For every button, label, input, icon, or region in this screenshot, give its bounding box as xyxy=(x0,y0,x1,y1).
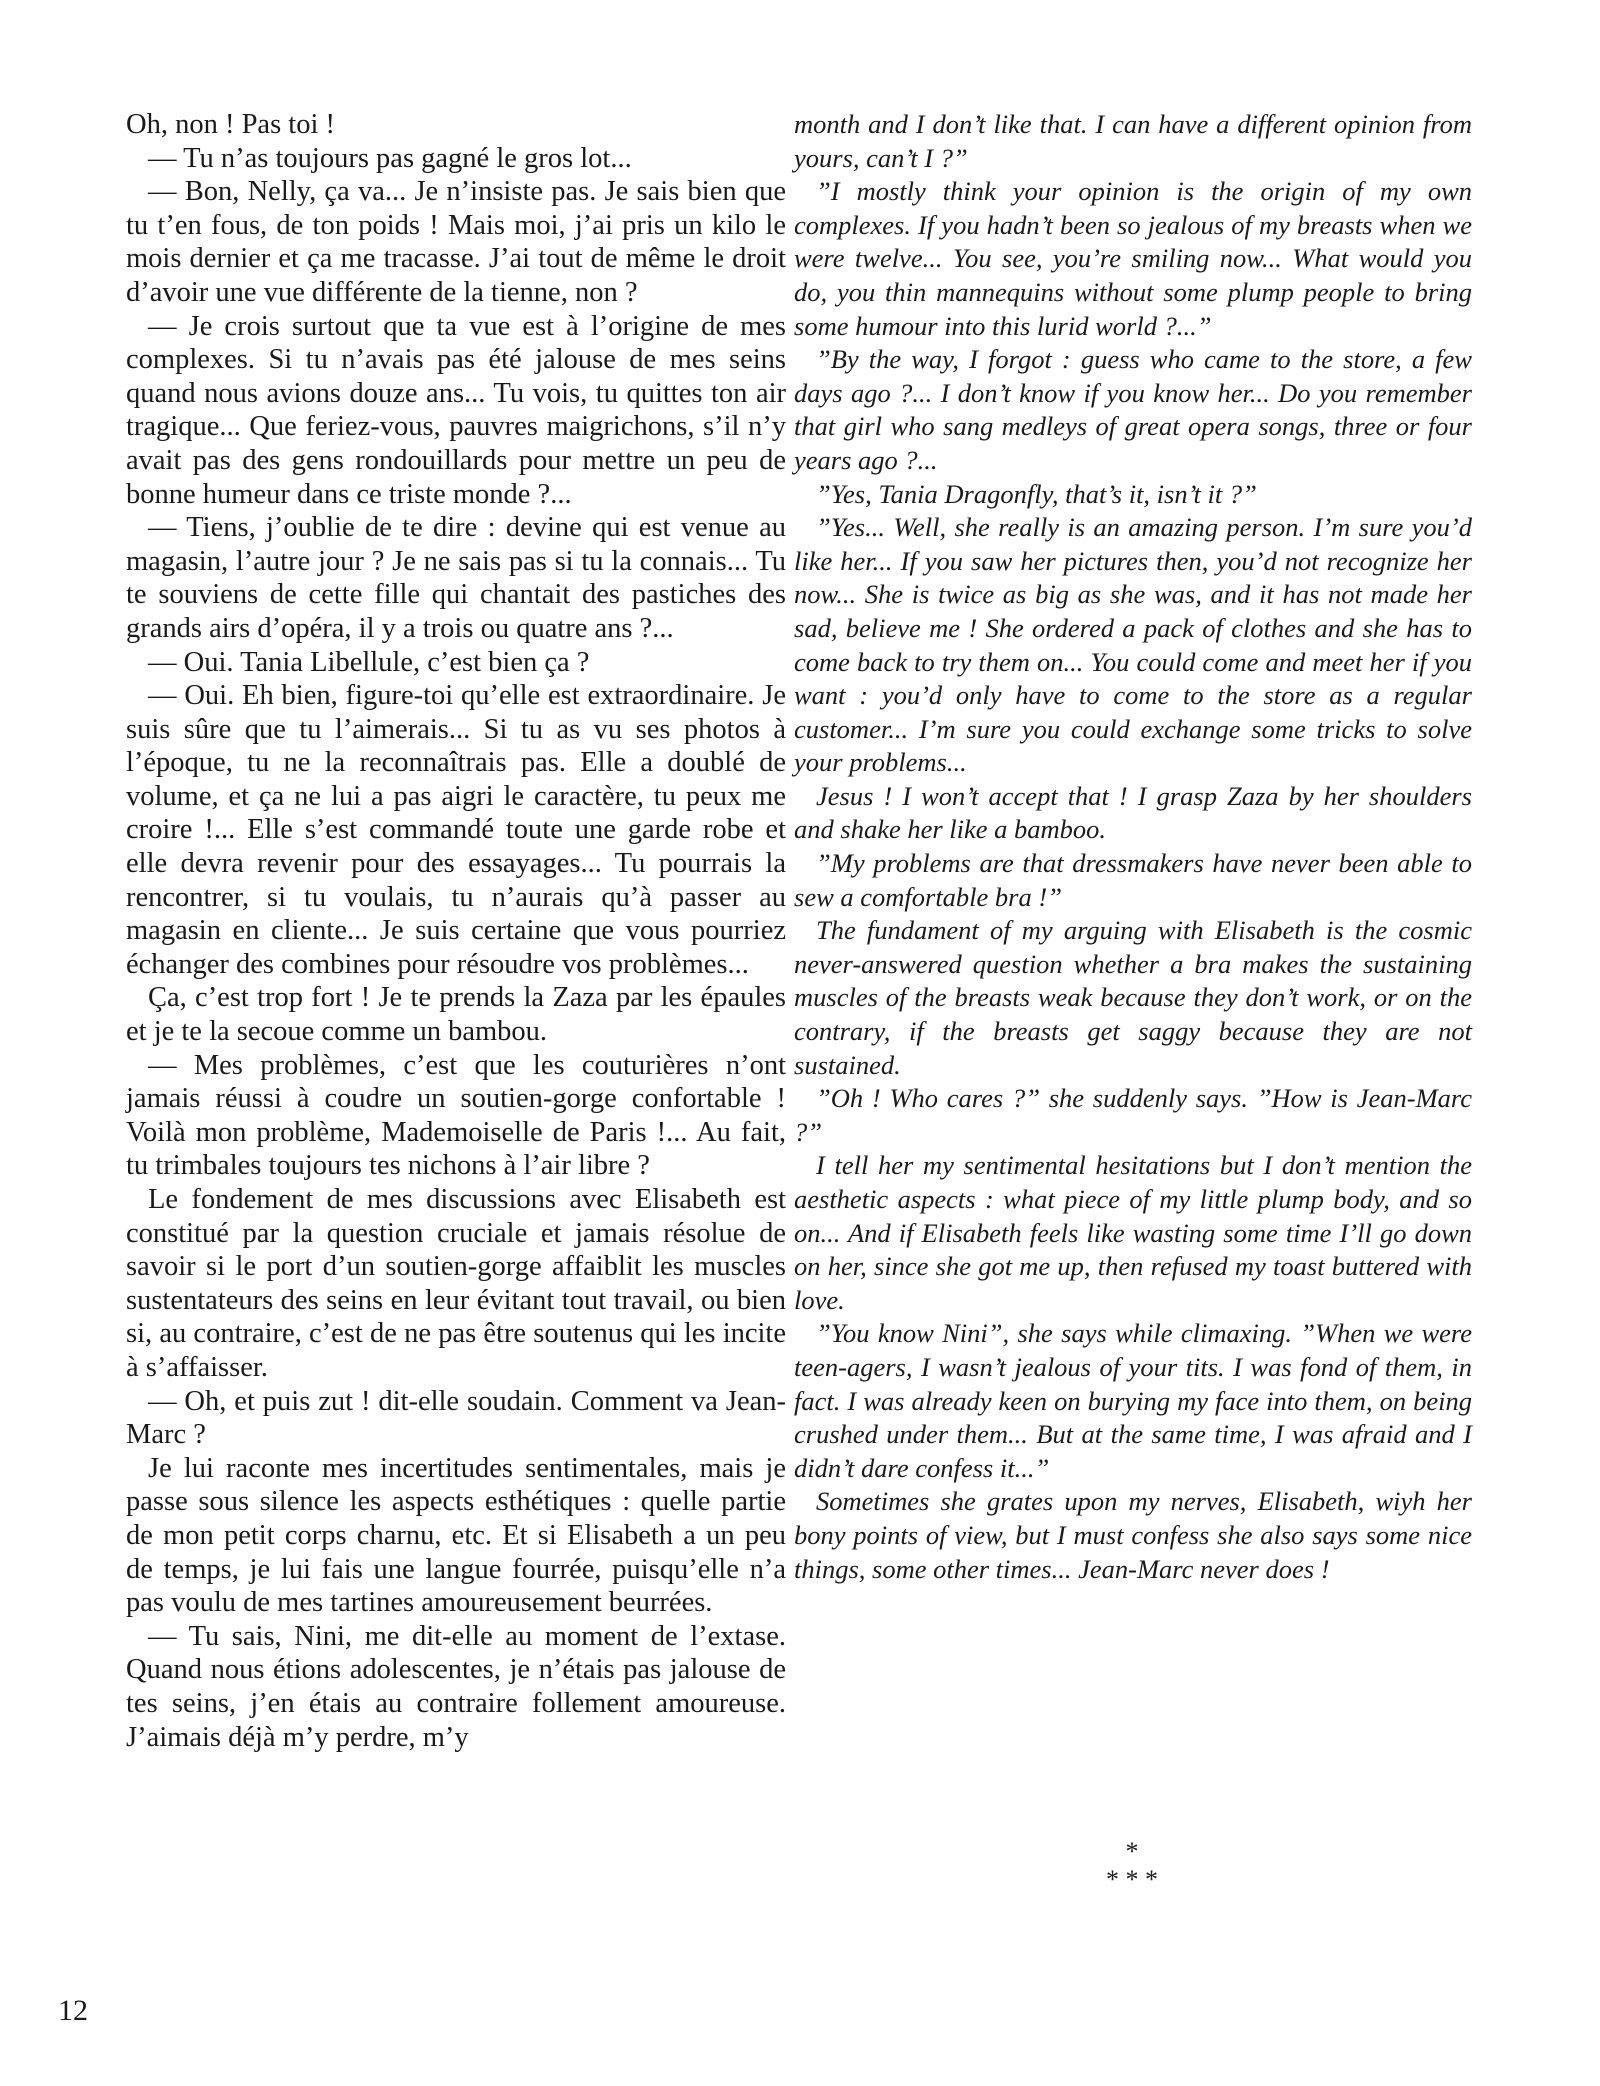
right-column-paragraph: ”By the way, I forgot : guess who came to the store, a few days ago ?... I don’t know if you know her... Do you remember that girl who sang medleys of great opera songs, three or four years ago ?... xyxy=(794,344,1472,475)
left-column-paragraph: — Mes problèmes, c’est que les couturières n’ont jamais réussi à coudre un soutien-gorge confortable ! Voilà mon problème, Mademoiselle de Paris !... Au fait, tu trimbales toujours tes nichons à l’air libre ? xyxy=(126,1049,786,1182)
right-column-paragraph: ”You know Nini”, she says while climaxing. ”When we were teen-agers, I wasn’t jealous of your tits. I was fond of them, in fact. I was already keen on burying my face into them, on being crushed under them... But at the same time, I was afraid and I didn’t dare confess it...” xyxy=(794,1318,1472,1483)
right-column-paragraph: ”Yes... Well, she really is an amazing person. I’m sure you’d like her... If you saw her pictures then, you’d not recognize her now... She is twice as big as she was, and it has not made her sad, believe me ! She ordered a pack of clothes and she has to come back to try them on... You could come and meet her if you want : you’d only have to come to the store as a regular customer... I’m sure you could exchange some tricks to solve your problems... xyxy=(794,512,1472,778)
right-column-paragraph: ”I mostly think your opinion is the origin of my own complexes. If you hadn’t been so jealous of my breasts when we were twelve... You see, you’re smiling now... What would you do, you thin mannequins without some plump people to bring some humour into this lurid world ?...” xyxy=(794,176,1472,341)
right-column xyxy=(794,108,1472,1586)
left-column-paragraph: Ça, c’est trop fort ! Je te prends la Zaza par les épaules et je te la secoue comme un bambou. xyxy=(126,982,786,1048)
left-column-paragraph: — Oui. Tania Libellule, c’est bien ça ? xyxy=(148,646,590,678)
left-column-paragraph: — Bon, Nelly, ça va... Je n’insiste pas. Je sais bien que tu t’en fous, de ton poids ! Mais moi, j’ai pris un kilo le mois dernier et ça me tracasse. J’ai tout de même le droit d’avoir une vue différente de la tienne, non ? xyxy=(126,176,786,308)
right-column-paragraph: The fundament of my arguing with Elisabeth is the cosmic never-answered question whether a bra makes the sustaining muscles of the breasts weak because they don’t work, or on the contrary, if the breasts get saggy because they are not sustained. xyxy=(794,915,1472,1080)
left-column-paragraph: Je lui raconte mes incertitudes sentimentales, mais je passe sous silence les aspects esthétiques : quelle partie de mon petit corps charnu, etc. Et si Elisabeth a un peu de temps, je lui fais une langue fourrée, puisqu’elle n’a pas voulu de mes tartines amoureusement beurrées. xyxy=(126,1452,786,1619)
left-column-paragraph: Le fondement de mes discussions avec Elisabeth est constitué par la question cruciale et jamais résolue de savoir si le port d’un soutien-gorge affaiblit les muscles sustentateurs des seins en leur évitant tout travail, ou bien si, au contraire, c’est de ne pas être soutenus qui les incite à s’affaisser. xyxy=(126,1184,786,1383)
left-column-paragraph: — Je crois surtout que ta vue est à l’origine de mes complexes. Si tu n’avais pas été jalouse de mes seins quand nous avions douze ans... Tu vois, tu quittes ton air tragique... Que feriez-vous, pauvres maigrichons, s’il n’y avait pas des gens rondouillards pour mettre un peu de bonne humeur dans ce triste monde ?... xyxy=(126,310,786,510)
left-column xyxy=(126,108,786,1754)
right-column-paragraph: I tell her my sentimental hesitations but I don’t mention the aesthetic aspects : what piece of my little plump body, and so on... And if Elisabeth feels like wasting some time I’ll go down on her, since she got me up, then refused my toast buttered with love. xyxy=(794,1150,1472,1315)
left-column-paragraph: Oh, non ! Pas toi ! xyxy=(126,109,335,140)
left-column-paragraph: — Oui. Eh bien, figure-toi qu’elle est extraordinaire. Je suis sûre que tu l’aimerais... Si tu as vu ses photos à l’époque, tu ne la reconnaîtrais pas. Elle a doublé de volume, et ça ne lui a pas aigri le caractère, tu peux me croire !... Elle s’est commandé toute une garde robe et elle devra revenir pour des essayages... Tu pourrais la rencontrer, si tu voulais, tu n’aurais qu’à passer au magasin en cliente... Je suis certaine que vous pourriez échanger des combines pour résoudre vos problèmes... xyxy=(126,680,786,980)
right-column-paragraph: ”Yes, Tania Dragonfly, that’s it, isn’t it ?” xyxy=(816,478,1257,509)
left-column-paragraph: — Oh, et puis zut ! dit-elle soudain. Comment va Jean-Marc ? xyxy=(126,1385,786,1451)
right-column-paragraph: Sometimes she grates upon my nerves, Elisabeth, wiyh her bony points of view, but I must confess she also says some nice things, some other times... Jean-Marc never does ! xyxy=(794,1486,1472,1584)
left-column-paragraph: — Tiens, j’oublie de te dire : devine qui est venue au magasin, l’autre jour ? Je ne sais pas si tu la connais... Tu te souviens de cette fille qui chantait des pastiches des grands airs d’opéra, il y a trois ou quatre ans ?... xyxy=(126,512,786,644)
right-column-paragraph: ”Oh ! Who cares ?” she suddenly says. ”How is Jean-Marc ?” xyxy=(794,1083,1472,1147)
left-column-paragraph: — Tu n’as toujours pas gagné le gros lot... xyxy=(148,142,632,174)
section-break-bottom: * * * xyxy=(1106,1865,1158,1894)
right-column-paragraph: Jesus ! I won’t accept that ! I grasp Zaza by her shoulders and shake her like a bamboo. xyxy=(794,780,1472,845)
left-column-paragraph: — Tu sais, Nini, me dit-elle au moment de l’extase. Quand nous étions adolescentes, je n’étais pas jalouse de tes seins, j’en étais au contraire follement amoureuse. J’aimais déjà m’y perdre, m’y xyxy=(126,1620,786,1753)
section-break-top: * xyxy=(1125,1837,1139,1866)
right-column-paragraph: ”My problems are that dressmakers have never been able to sew a comfortable bra !” xyxy=(794,848,1472,912)
right-column-paragraph: month and I don’t like that. I can have a different opinion from yours, can’t I ?” xyxy=(794,109,1472,173)
section-break xyxy=(1092,1838,1172,1894)
page-number: 12 xyxy=(58,1994,88,2027)
